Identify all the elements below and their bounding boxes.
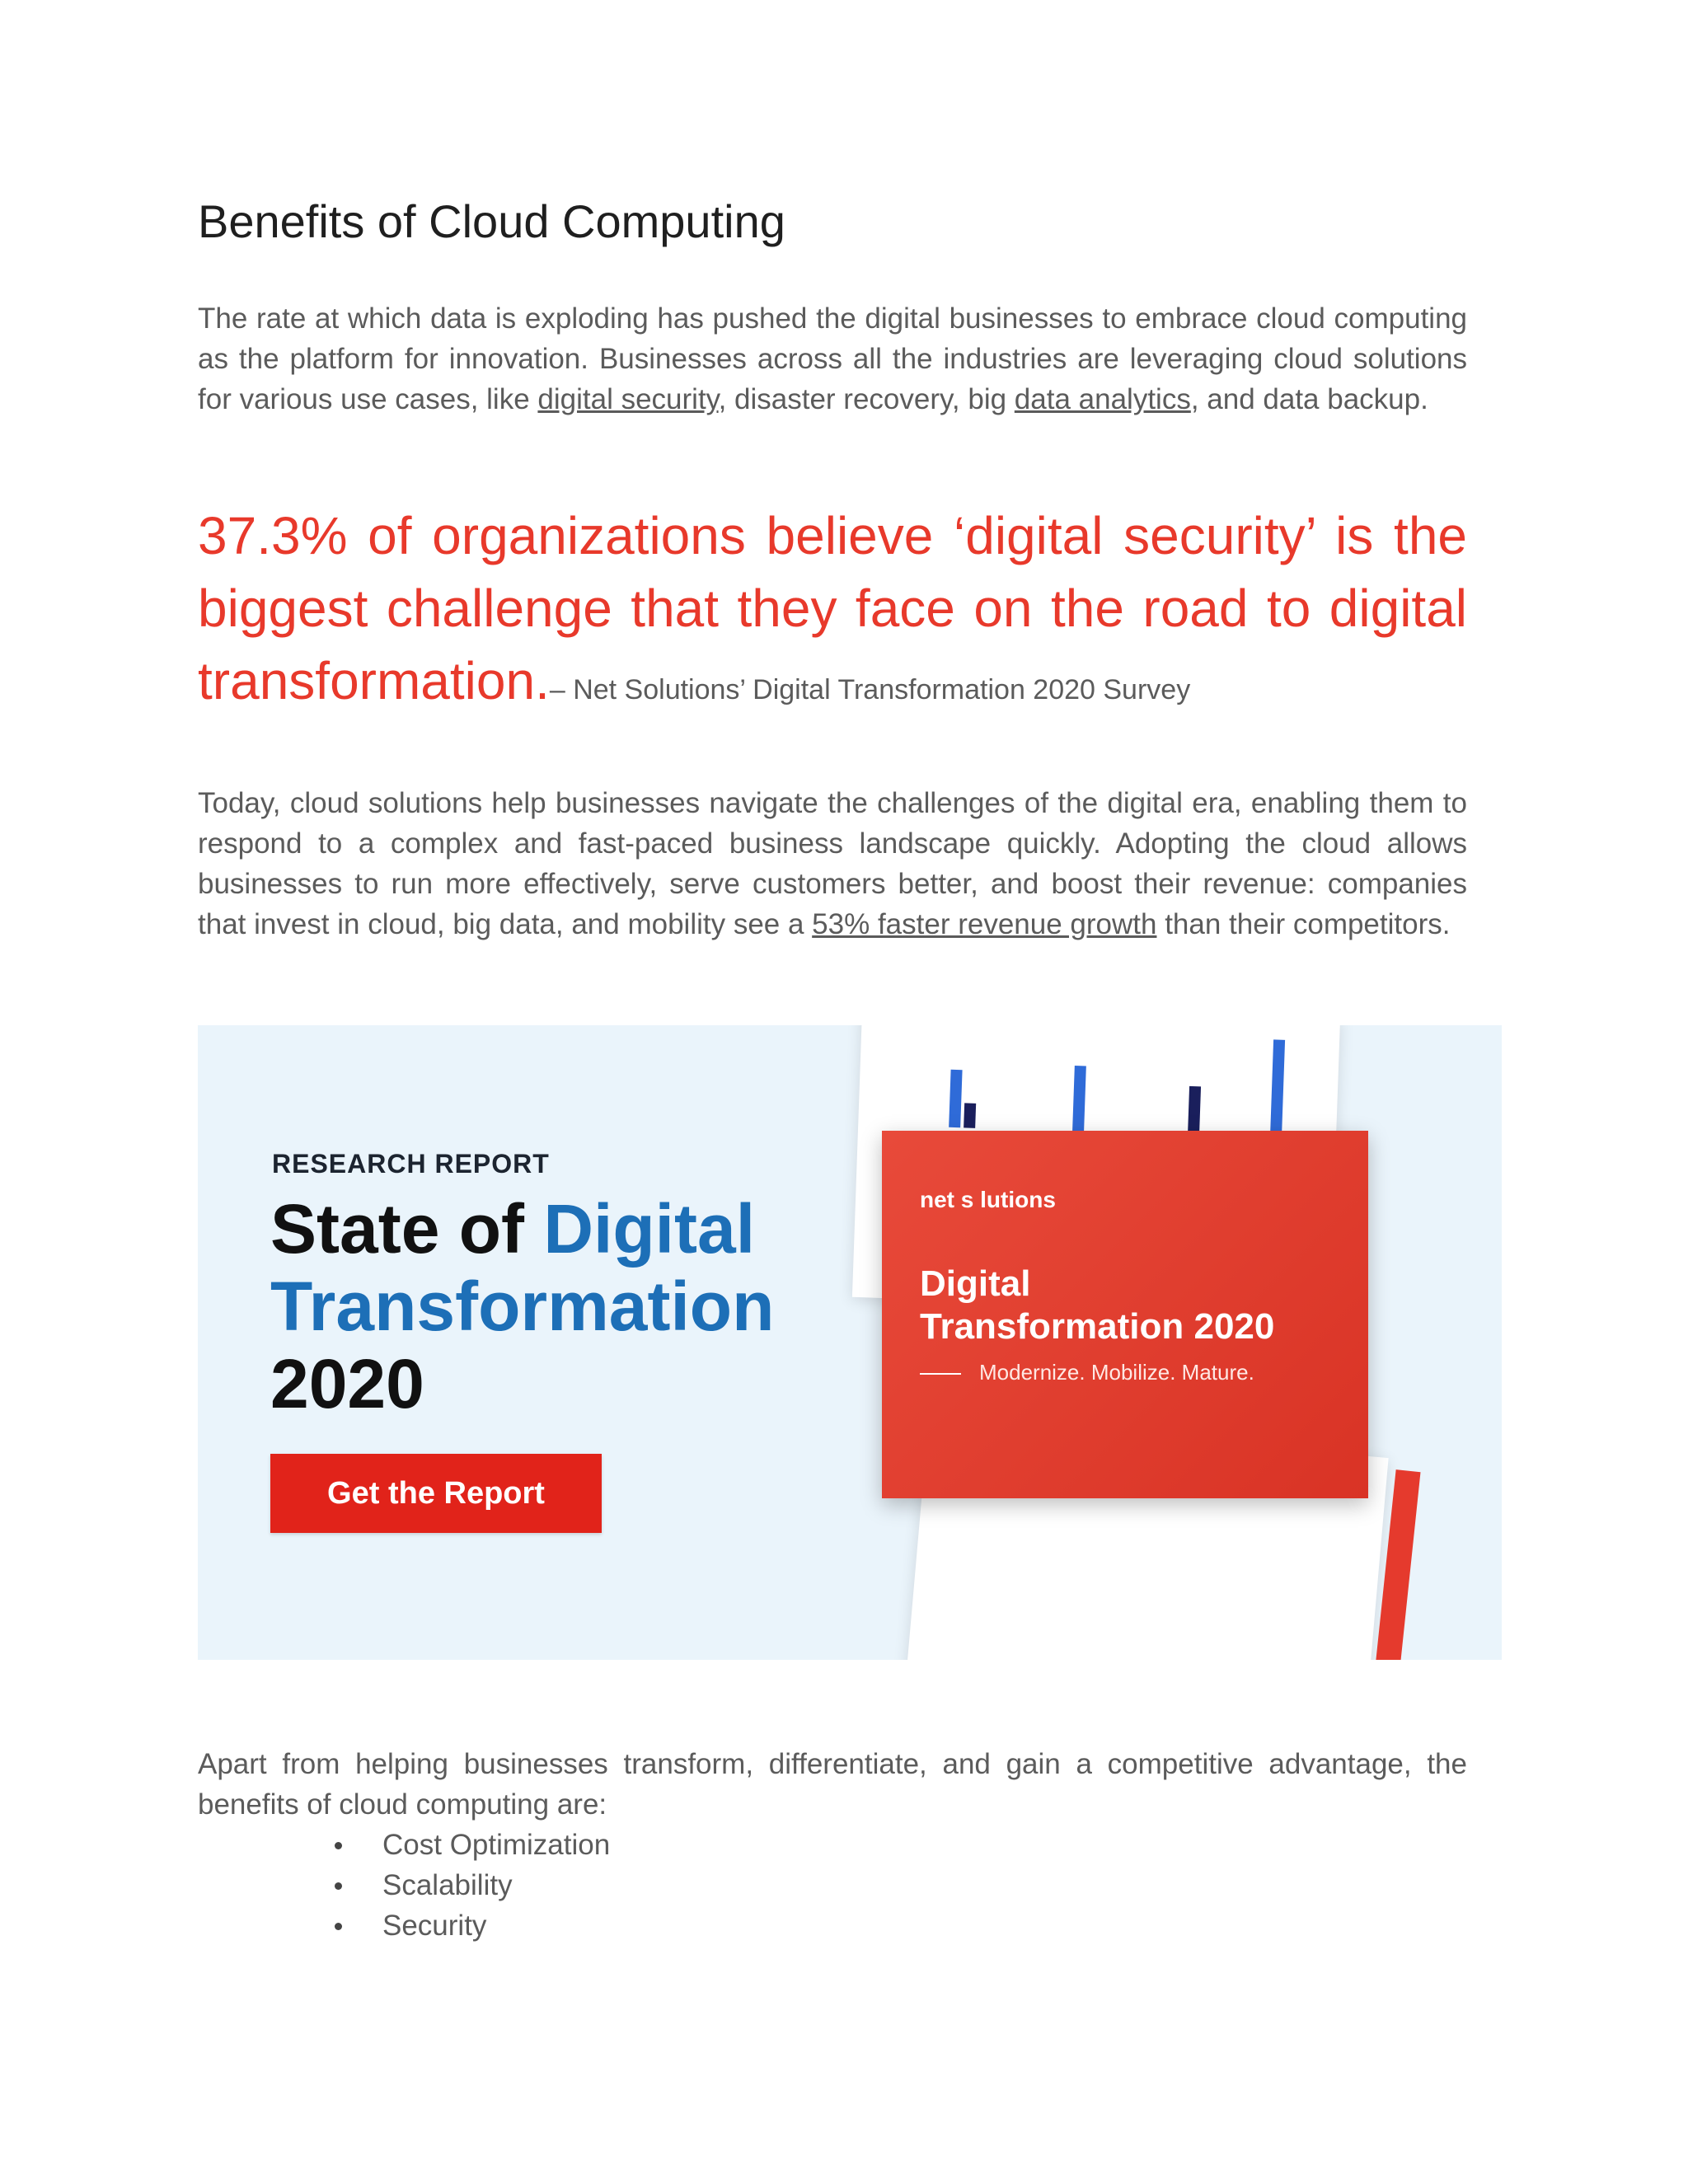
- benefits-list: [198, 1825, 610, 1946]
- netsolutions-logo: net s lutions: [920, 1187, 1056, 1212]
- body-paragraph: Today, cloud solutions help businesses navigate the challenges of the digital era, enabling them to respond to a complex and fast-paced business landscape quickly. Adopting the cloud allows businesses to run more effectively, serve customers better, and boost their revenue: companies that invest in cloud, big data, and mobility see a 53% faster revenue growth than their competitors.: [198, 787, 1467, 940]
- chart-bar-decoration: [1072, 1066, 1086, 1132]
- page-title: Benefits of Cloud Computing: [198, 195, 785, 247]
- banner-kicker: RESEARCH REPORT: [272, 1149, 550, 1179]
- list-item: Cost Optimization: [198, 1825, 610, 1865]
- chart-bar-decoration: [949, 1070, 962, 1127]
- quote-text: 37.3% of organizations believe ‘digital security’ is the biggest challenge that they face on the road to digital transformation.: [198, 506, 1467, 710]
- revenue-growth-link[interactable]: 53% faster revenue growth: [812, 908, 1157, 940]
- report-cover: [882, 1131, 1368, 1498]
- research-report-banner[interactable]: [198, 1025, 1502, 1660]
- quote-source: – Net Solutions’ Digital Transformation 2020 Survey: [549, 674, 1191, 705]
- banner-headline: State of Digital Transformation 2020: [270, 1190, 775, 1422]
- list-item: Security: [198, 1905, 610, 1946]
- cover-dash-divider: [920, 1373, 961, 1375]
- digital-security-link[interactable]: digital security: [537, 383, 719, 415]
- intro-paragraph: The rate at which data is exploding has pushed the digital businesses to embrace cloud computing as the platform for innovation. Businesses across all the industries are leveraging cloud solutions for various use cases, like digital security, disaster recovery, big data analytics, and data backup.: [198, 302, 1467, 415]
- get-report-button[interactable]: Get the Report: [270, 1454, 602, 1533]
- list-item: Scalability: [198, 1865, 610, 1905]
- cover-title: Digital Transformation 2020: [920, 1263, 1275, 1347]
- chart-bar-decoration: [964, 1103, 976, 1127]
- chart-bar-decoration: [1270, 1039, 1285, 1138]
- data-analytics-link[interactable]: data analytics: [1014, 383, 1191, 415]
- chart-bar-decoration: [1188, 1086, 1201, 1136]
- closing-paragraph: Apart from helping businesses transform, differentiate, and gain a competitive advantage, the benefits of cloud computing are:: [198, 1748, 1467, 1821]
- highlight-quote: [198, 499, 1467, 726]
- cover-tagline: Modernize. Mobilize. Mature.: [979, 1360, 1254, 1385]
